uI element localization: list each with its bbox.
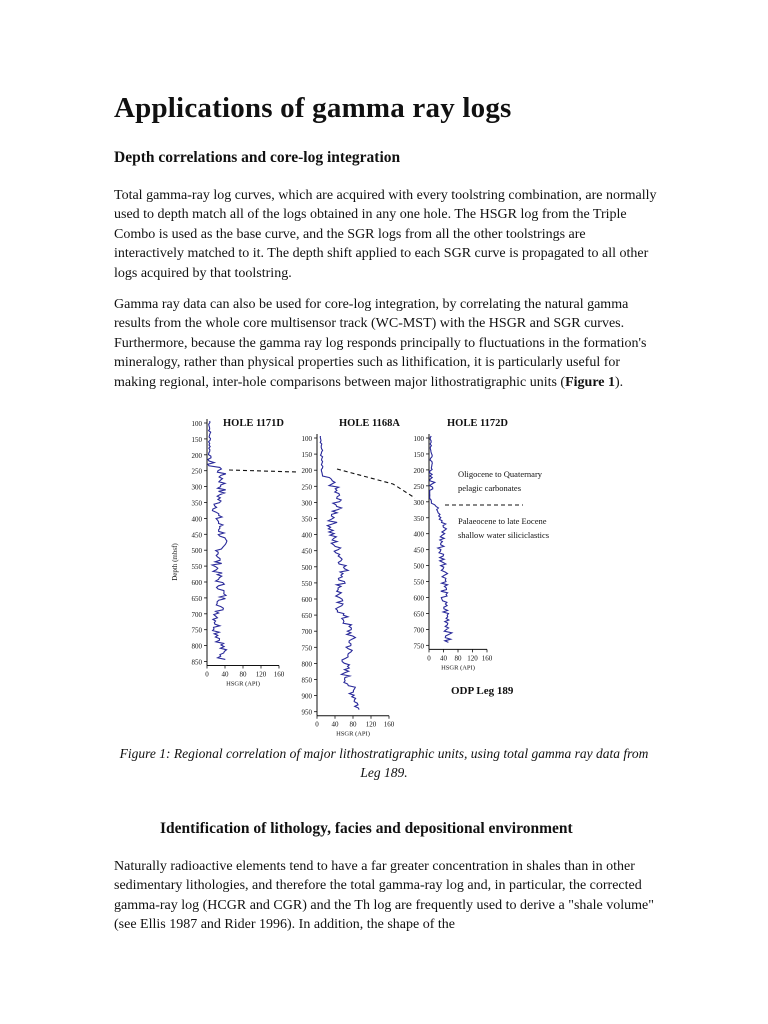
x-tick-label: 0 xyxy=(427,654,431,663)
depth-tick-label: 300 xyxy=(413,498,424,507)
depth-tick-label: 350 xyxy=(191,499,202,508)
x-tick-label: 80 xyxy=(349,720,357,729)
annotation-upper-line1: Oligocene to Quaternary xyxy=(458,469,543,479)
depth-tick-label: 750 xyxy=(413,642,424,651)
depth-tick-label: 750 xyxy=(191,626,202,635)
depth-tick-label: 400 xyxy=(413,530,424,539)
depth-tick-label: 700 xyxy=(301,628,312,637)
x-tick-label: 160 xyxy=(273,670,285,679)
x-axis-label: HSGR (API) xyxy=(336,730,370,738)
depth-tick-label: 600 xyxy=(301,596,312,604)
depth-tick-label: 100 xyxy=(301,435,312,443)
paragraph-depth-matching: Total gamma-ray log curves, which are acquired with every toolstring combination, are normally used to depth match all of the logs obtained in any one hole. The HSGR log from the Triple Combo is used as the base curve, and the SGR logs from all the other toolstrings are interactively matched to it. The depth shift applied to each SGR curve is propagated to all other logs acquired by that toolstring. xyxy=(114,188,657,281)
figure-svg xyxy=(171,412,603,738)
depth-tick-label: 550 xyxy=(191,563,202,572)
depth-tick-label: 200 xyxy=(301,467,312,476)
gamma-ray-curve xyxy=(320,436,359,710)
depth-tick-label: 700 xyxy=(191,610,202,619)
depth-tick-label: 950 xyxy=(301,708,312,717)
section-heading-depth-correlations: Depth correlations and core-log integration xyxy=(114,149,401,166)
section-heading-lithology: Identification of lithology, facies and depositional environment xyxy=(160,820,573,837)
annotation-lower-line1: Palaeocene to late Eocene xyxy=(458,516,547,526)
depth-tick-label: 850 xyxy=(191,658,202,667)
figure-reference[interactable]: Figure 1 xyxy=(565,374,616,390)
paragraph-core-log-integration xyxy=(114,295,659,392)
depth-tick-label: 100 xyxy=(191,420,202,428)
depth-tick-label: 200 xyxy=(191,451,202,460)
x-tick-label: 120 xyxy=(467,654,478,663)
depth-tick-label: 300 xyxy=(301,499,312,508)
x-tick-label: 40 xyxy=(440,654,447,663)
depth-tick-label: 450 xyxy=(413,546,424,555)
depth-tick-label: 650 xyxy=(191,594,202,603)
depth-tick-label: 800 xyxy=(191,642,202,651)
hole-panel-2 xyxy=(302,418,401,738)
annotation-lower-line2: shallow water siliciclastics xyxy=(458,530,550,540)
x-tick-label: 120 xyxy=(255,670,267,679)
x-tick-label: 80 xyxy=(239,670,247,679)
correlation-line-2 xyxy=(337,469,415,498)
depth-tick-label: 850 xyxy=(301,676,312,685)
depth-tick-label: 700 xyxy=(413,626,424,635)
paragraph-text-end: ). xyxy=(615,374,624,390)
depth-tick-label: 500 xyxy=(413,562,424,571)
x-tick-label: 160 xyxy=(383,720,395,729)
x-tick-label: 160 xyxy=(481,654,493,663)
depth-tick-label: 150 xyxy=(301,451,312,460)
depth-tick-label: 500 xyxy=(301,563,312,572)
x-tick-label: 0 xyxy=(205,670,209,679)
depth-tick-label: 300 xyxy=(191,483,202,492)
figure-gamma-ray-correlation xyxy=(171,412,603,738)
x-tick-label: 0 xyxy=(315,720,319,729)
x-tick-label: 40 xyxy=(221,670,229,679)
depth-tick-label: 200 xyxy=(413,466,424,475)
depth-tick-label: 600 xyxy=(191,579,202,587)
figure-caption: Figure 1: Regional correlation of major lithostratigraphic units, using total gamma ray data from Leg 189. xyxy=(119,746,649,780)
depth-tick-label: 750 xyxy=(301,644,312,653)
depth-tick-label: 350 xyxy=(413,514,424,523)
hole-panel-1 xyxy=(192,418,285,688)
depth-tick-label: 550 xyxy=(413,578,424,587)
depth-tick-label: 600 xyxy=(413,594,424,603)
depth-tick-label: 800 xyxy=(301,660,312,669)
gamma-ray-curve xyxy=(430,436,452,642)
depth-tick-label: 150 xyxy=(413,450,424,459)
depth-tick-label: 650 xyxy=(301,612,312,621)
paragraph-text: Gamma ray data can also be used for core-log integration, by correlating the natural gamma results from the whole core multisensor track (WC-MST) with the HSGR and SGR curves. Furthermore, because the gamma ray log responds principally to fluctuations in the formation's mineralogy, rather than physical properties such as lithification, it is particularly useful for making regional, inter-hole comparisons between major lithostratigraphic units ( xyxy=(114,297,647,390)
gamma-ray-curve xyxy=(208,421,227,659)
depth-tick-label: 400 xyxy=(191,515,202,524)
depth-tick-label: 250 xyxy=(413,482,424,491)
x-axis-label: HSGR (API) xyxy=(441,664,475,672)
depth-tick-label: 100 xyxy=(413,435,424,443)
x-tick-label: 40 xyxy=(331,720,339,729)
depth-tick-label: 150 xyxy=(191,435,202,444)
depth-tick-label: 450 xyxy=(191,531,202,540)
depth-tick-label: 250 xyxy=(191,467,202,476)
x-tick-label: 80 xyxy=(454,654,462,663)
x-axis-label: HSGR (API) xyxy=(226,680,260,688)
depth-tick-label: 500 xyxy=(191,547,202,556)
page-title: Applications of gamma ray logs xyxy=(114,92,512,124)
depth-tick-label: 650 xyxy=(413,610,424,619)
depth-tick-label: 250 xyxy=(301,483,312,492)
hole-title-2: HOLE 1168A xyxy=(339,418,400,429)
x-tick-label: 120 xyxy=(365,720,377,729)
y-axis-label: Depth (mbsf) xyxy=(171,543,179,581)
depth-tick-label: 900 xyxy=(301,692,312,701)
paragraph-lithology: Naturally radioactive elements tend to have a far greater concentration in shales than in other sedimentary lithologies, and therefore the total gamma-ray log and, in particular, the corrected gamma-ray log (HCGR and CGR) and the Th log are frequently used to derive a "shale volume" (see Ellis 1987 and Rider 1996). In addition, the shape of the xyxy=(114,859,654,933)
hole-title-3: HOLE 1172D xyxy=(447,418,508,429)
depth-tick-label: 550 xyxy=(301,579,312,588)
hole-title-1: HOLE 1171D xyxy=(223,418,284,429)
depth-tick-label: 400 xyxy=(301,531,312,540)
depth-tick-label: 350 xyxy=(301,515,312,524)
depth-tick-label: 450 xyxy=(301,547,312,556)
hole-panel-3 xyxy=(414,418,509,671)
correlation-line-1 xyxy=(229,470,297,472)
leg-label: ODP Leg 189 xyxy=(451,685,514,697)
annotation-upper-line2: pelagic carbonates xyxy=(458,483,522,493)
